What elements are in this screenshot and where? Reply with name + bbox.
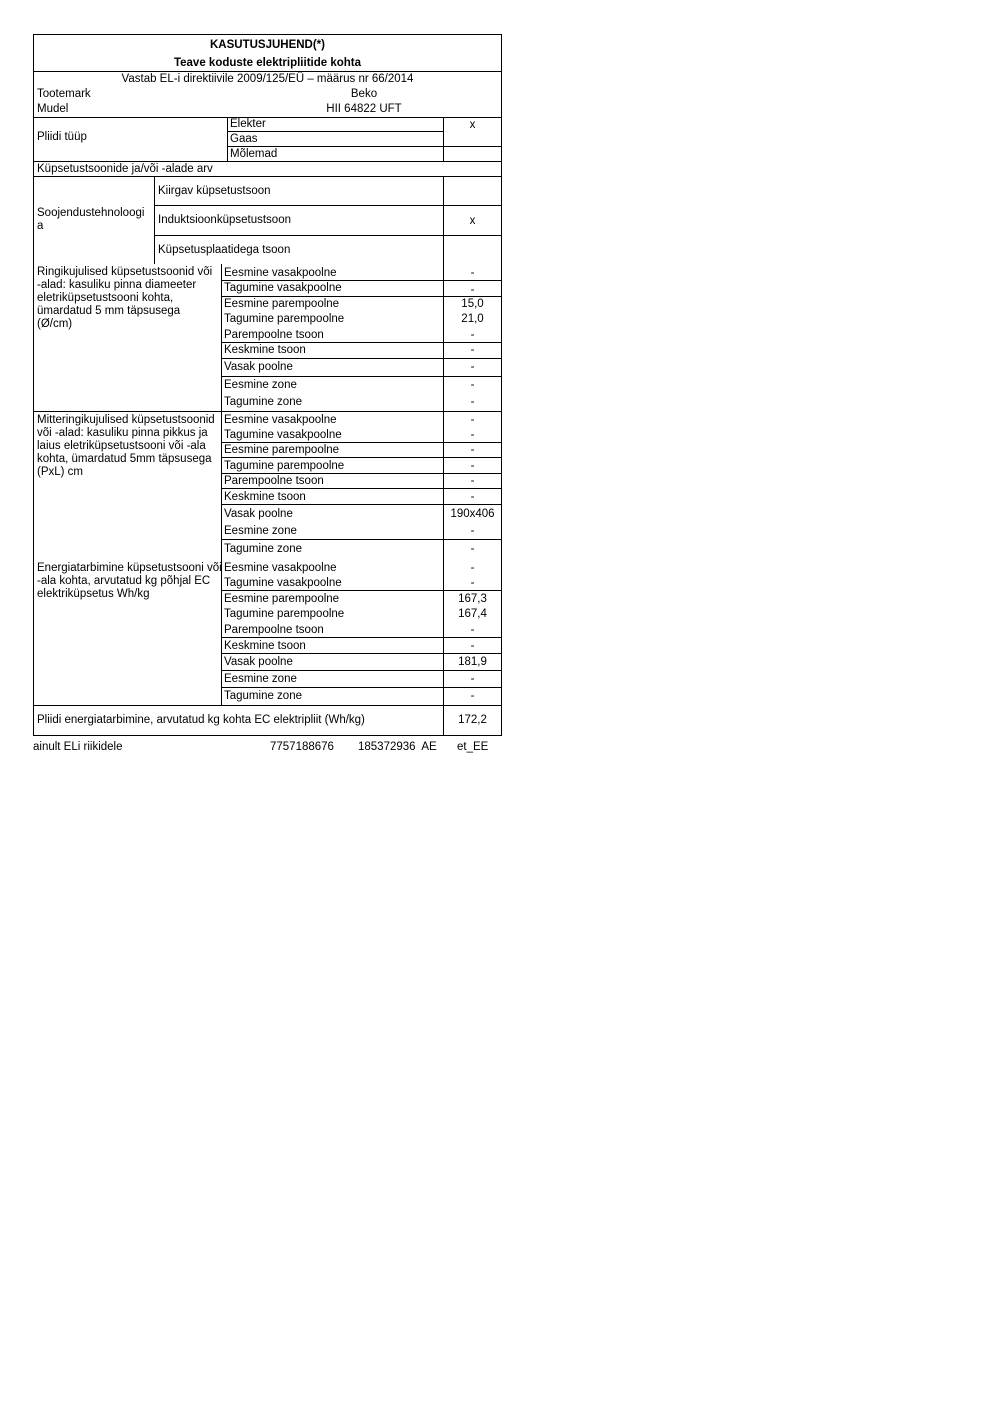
zone-value: -	[470, 640, 475, 652]
energy-zone-label: Energiatarbimine küpsetustsooni või -ala kohta, arvutatud kg põhjal EC elektriküpsetus Wh/kg	[37, 562, 222, 600]
heating-tech-option: Kiirgav küpsetustsoon	[158, 185, 271, 197]
zone-name: Keskmine tsoon	[224, 344, 306, 356]
zone-value: -	[470, 525, 475, 537]
zone-value: -	[470, 624, 475, 636]
zone-name: Tagumine zone	[224, 543, 302, 555]
heating-tech-mark: x	[469, 215, 476, 227]
divider	[221, 264, 222, 411]
divider	[221, 590, 501, 591]
zone-value: 167,3	[458, 593, 487, 605]
divider	[221, 457, 501, 458]
zone-name: Eesmine zone	[224, 673, 297, 685]
divider	[34, 411, 501, 412]
regulation-text: Vastab EL-i direktiivile 2009/125/EÜ – määrus nr 66/2014	[121, 73, 414, 85]
divider	[221, 637, 501, 638]
zone-value: -	[470, 267, 475, 279]
doc-title: KASUTUSJUHEND(*)	[209, 39, 325, 51]
divider	[227, 146, 501, 147]
zone-value: 190x406	[450, 508, 495, 520]
zone-name: Vasak poolne	[224, 656, 293, 668]
divider	[221, 687, 501, 688]
zone-value: -	[470, 460, 475, 472]
zone-value: 181,9	[458, 656, 487, 668]
divider	[221, 539, 501, 540]
zone-name: Keskmine tsoon	[224, 491, 306, 503]
divider	[221, 411, 222, 705]
footer-note: ainult ELi riikidele	[33, 741, 123, 753]
divider	[227, 117, 228, 161]
zone-value: -	[470, 329, 475, 341]
zone-value: -	[470, 344, 475, 356]
zone-value: -	[470, 444, 475, 456]
zone-name: Tagumine vasakpoolne	[224, 282, 342, 294]
divider	[221, 670, 501, 671]
divider	[154, 176, 155, 264]
zone-name: Eesmine zone	[224, 525, 297, 537]
zone-name: Tagumine zone	[224, 396, 302, 408]
hob-type-option: Mõlemad	[230, 148, 278, 160]
zone-value: -	[470, 379, 475, 391]
total-energy-value: 172,2	[458, 714, 487, 726]
zone-name: Parempoolne tsoon	[224, 624, 324, 636]
hob-type-mark: x	[469, 119, 476, 131]
divider	[221, 280, 501, 281]
footer-locale: et_EE	[457, 741, 489, 753]
zone-name: Tagumine vasakpoolne	[224, 577, 342, 589]
zone-value: 167,4	[458, 608, 487, 620]
heating-tech-label: Soojendustehnoloogi a	[37, 207, 145, 232]
divider	[221, 653, 501, 654]
zone-value: -	[470, 284, 475, 296]
zone-name: Vasak poolne	[224, 508, 293, 520]
total-energy-label: Pliidi energiatarbimine, arvutatud kg kohta EC elektripliit (Wh/kg)	[37, 714, 365, 726]
zone-name: Eesmine zone	[224, 379, 297, 391]
zone-value: -	[470, 475, 475, 487]
zone-name: Eesmine vasakpoolne	[224, 562, 337, 574]
zone-value: -	[470, 361, 475, 373]
divider	[221, 376, 501, 377]
brand-value: Beko	[350, 88, 378, 100]
energy-label-sheet	[33, 34, 502, 736]
divider	[221, 442, 501, 443]
zone-name: Vasak poolne	[224, 361, 293, 373]
brand-label: Tootemark	[37, 88, 91, 100]
noncircular-zones-label: Mitteringikujulised küpsetustsoonid või -alad: kasuliku pinna pikkus ja laius eletriküpsetustsooni või -ala kohta, ümardatud 5mm täpsusega (PxL) cm	[37, 414, 215, 478]
zone-value: -	[470, 577, 475, 589]
zone-name: Tagumine parempoolne	[224, 460, 345, 472]
doc-subtitle: Teave koduste elektripliitide kohta	[173, 57, 362, 69]
zone-value: -	[470, 562, 475, 574]
zone-name: Eesmine parempoolne	[224, 593, 340, 605]
divider	[34, 71, 501, 72]
divider	[221, 504, 501, 505]
divider	[154, 235, 501, 236]
zone-name: Eesmine vasakpoolne	[224, 267, 337, 279]
zone-value: -	[470, 690, 475, 702]
zone-value: -	[470, 491, 475, 503]
zone-name: Keskmine tsoon	[224, 640, 306, 652]
zone-name: Parempoolne tsoon	[224, 475, 324, 487]
divider	[221, 296, 501, 297]
zone-value: -	[470, 543, 475, 555]
zone-name: Parempoolne tsoon	[224, 329, 324, 341]
hob-type-option: Gaas	[230, 133, 258, 145]
zone-name: Eesmine parempoolne	[224, 444, 340, 456]
footer-code: 7757188676	[270, 741, 334, 753]
divider	[34, 117, 501, 118]
zone-name: Eesmine vasakpoolne	[224, 414, 337, 426]
divider	[221, 473, 501, 474]
hob-type-label: Pliidi tüüp	[37, 131, 87, 143]
model-value: HII 64822 UFT	[326, 103, 402, 115]
hob-type-option: Elekter	[230, 118, 266, 130]
zone-name: Eesmine parempoolne	[224, 298, 340, 310]
divider	[221, 342, 501, 343]
circular-zones-label: Ringikujulised küpsetustsoonid või -alad: kasuliku pinna diameeter eletriküpsetustsooni kohta, ümardatud 5 mm täpsusega (Ø/cm)	[37, 266, 213, 330]
zones-count-label: Küpsetustsoonide ja/või -alade arv	[37, 163, 213, 175]
zone-value: -	[470, 396, 475, 408]
divider	[34, 176, 501, 177]
divider	[154, 205, 501, 206]
zone-value: -	[470, 673, 475, 685]
zone-name: Tagumine vasakpoolne	[224, 429, 342, 441]
zone-value: -	[470, 414, 475, 426]
divider	[34, 705, 501, 706]
divider	[34, 161, 501, 162]
zone-value: 15,0	[461, 298, 484, 310]
zone-value: 21,0	[461, 313, 484, 325]
zone-name: Tagumine zone	[224, 690, 302, 702]
footer-code: 185372936 AE	[358, 741, 437, 753]
heating-tech-option: Induktsioonküpsetustsoon	[158, 214, 291, 226]
zone-name: Tagumine parempoolne	[224, 313, 345, 325]
divider	[221, 488, 501, 489]
divider	[221, 358, 501, 359]
divider	[227, 131, 443, 132]
zone-name: Tagumine parempoolne	[224, 608, 345, 620]
heating-tech-option: Küpsetusplaatidega tsoon	[158, 244, 291, 256]
model-label: Mudel	[37, 103, 69, 115]
zone-value: -	[470, 429, 475, 441]
